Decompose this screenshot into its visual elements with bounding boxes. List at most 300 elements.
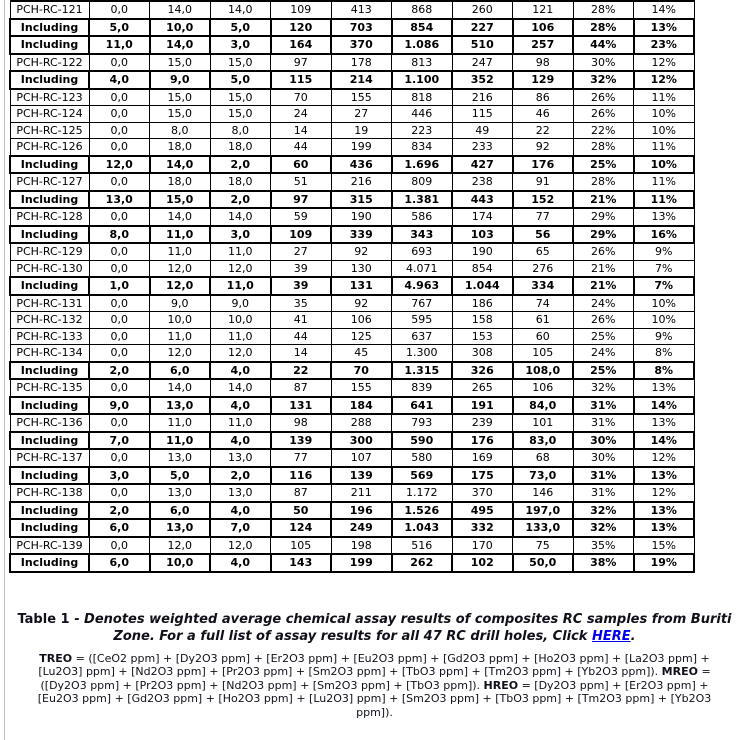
table-cell: 339 (331, 226, 392, 244)
table-cell: Including (10, 519, 89, 537)
table-cell: Including (10, 156, 89, 174)
table-cell: 11,0 (210, 243, 271, 260)
table-cell: 2,0 (210, 191, 271, 209)
table-cell: Including (10, 277, 89, 295)
table-cell: 9,0 (150, 71, 211, 89)
table-cell: PCH-RC-123 (10, 89, 89, 106)
table-cell: Including (10, 71, 89, 89)
table-cell: 13% (634, 379, 695, 397)
table-cell: 155 (331, 379, 392, 397)
table-cell: 2,0 (210, 467, 271, 485)
table-cell: 39 (271, 277, 332, 295)
table-cell: 11% (634, 89, 695, 106)
table-cell: 129 (513, 71, 574, 89)
table-cell: 14% (634, 1, 695, 19)
table-cell: 61 (513, 312, 574, 329)
text-segment: = [Dy2O3 ppm] + [Er2O3 ppm] + [Eu2O3 ppm] + [Gd2O3 ppm] + [Ho2O3 ppm] + [Lu2O3] ppm] + [Sm2O3 ppm] + [TbO3 ppm] + [Tm2O3 ppm] + [Yb2O3 ppm]). (37, 678, 712, 719)
table-cell: 13% (634, 208, 695, 226)
table-cell: 0,0 (89, 379, 150, 397)
table-row (10, 554, 694, 572)
table-cell: 190 (452, 243, 513, 260)
table-cell: 0,0 (89, 537, 150, 555)
table-cell: 569 (392, 467, 453, 485)
table-cell: 143 (271, 554, 332, 572)
table-cell: 77 (513, 208, 574, 226)
table-cell: 105 (271, 537, 332, 555)
table-cell: 30% (573, 432, 634, 450)
table-cell: 793 (392, 414, 453, 432)
table-cell: 495 (452, 502, 513, 520)
table-cell: 3,0 (210, 36, 271, 54)
table-cell: 7,0 (89, 432, 150, 450)
table-cell: 22 (271, 362, 332, 380)
table-cell: 13,0 (150, 484, 211, 502)
table-row (10, 191, 694, 209)
table-cell: 1.696 (392, 156, 453, 174)
table-cell: 26% (573, 243, 634, 260)
table-cell: 98 (271, 414, 332, 432)
table-cell: 510 (452, 36, 513, 54)
table-cell: 6,0 (89, 519, 150, 537)
table-row (10, 54, 694, 72)
table-cell: 11,0 (210, 328, 271, 345)
table-cell: 0,0 (89, 89, 150, 106)
table-cell: 227 (452, 19, 513, 37)
table-cell: 101 (513, 414, 574, 432)
table-row (10, 432, 694, 450)
table-cell: 12,0 (150, 345, 211, 362)
table-cell: 15,0 (150, 106, 211, 123)
table-cell: PCH-RC-126 (10, 139, 89, 156)
table-cell: 44 (271, 139, 332, 156)
table-cell: 238 (452, 173, 513, 191)
table-row (10, 519, 694, 537)
table-cell: 4,0 (210, 554, 271, 572)
table-cell: 370 (331, 36, 392, 54)
table-cell: 60 (271, 156, 332, 174)
table-cell: 106 (513, 19, 574, 37)
footnote-formula (24, 652, 726, 720)
table-cell: 131 (271, 397, 332, 415)
table-cell: Including (10, 19, 89, 37)
table-row (10, 1, 694, 19)
table-cell: PCH-RC-124 (10, 106, 89, 123)
table-cell: 30% (573, 54, 634, 72)
table-cell: 32% (573, 519, 634, 537)
table-cell: 334 (513, 277, 574, 295)
table-cell: 197,0 (513, 502, 574, 520)
table-cell: 3,0 (89, 467, 150, 485)
table-cell: PCH-RC-138 (10, 484, 89, 502)
table-cell: 14,0 (210, 208, 271, 226)
table-cell: 839 (392, 379, 453, 397)
table-cell: PCH-RC-136 (10, 414, 89, 432)
text-segment: Denotes weighted average chemical assay results of composites RC samples from Buriti Zone. For a full list of assay results for all 47 RC drill holes, Click (84, 611, 732, 644)
table-cell: 0,0 (89, 345, 150, 362)
table-cell: 4,0 (210, 502, 271, 520)
table-row (10, 122, 694, 139)
table-cell: 641 (392, 397, 453, 415)
table-cell: 15,0 (150, 191, 211, 209)
table-cell: 9% (634, 328, 695, 345)
table-cell: 131 (331, 277, 392, 295)
assay-table-body (10, 1, 694, 572)
table-cell: Including (10, 191, 89, 209)
table-cell: 103 (452, 226, 513, 244)
table-cell: 586 (392, 208, 453, 226)
table-cell: 174 (452, 208, 513, 226)
table-cell: 14% (634, 397, 695, 415)
table-cell: 10,0 (150, 312, 211, 329)
table-cell: 7% (634, 260, 695, 277)
table-cell: 216 (452, 89, 513, 106)
table-cell: PCH-RC-122 (10, 54, 89, 72)
table-cell: 6,0 (150, 502, 211, 520)
table-cell: 9,0 (210, 295, 271, 312)
table-cell: 516 (392, 537, 453, 555)
table-cell: 5,0 (89, 19, 150, 37)
table-cell: 3,0 (210, 226, 271, 244)
table-cell: 14% (634, 432, 695, 450)
table-cell: 77 (271, 449, 332, 467)
table-cell: PCH-RC-139 (10, 537, 89, 555)
table-cell: 198 (331, 537, 392, 555)
table-cell: 1.315 (392, 362, 453, 380)
table-cell: 13% (634, 19, 695, 37)
table-cell: 139 (271, 432, 332, 450)
table-cell: 44% (573, 36, 634, 54)
table-cell: Including (10, 432, 89, 450)
table-cell: 50,0 (513, 554, 574, 572)
table-cell: 124 (271, 519, 332, 537)
table-row (10, 226, 694, 244)
table-cell: PCH-RC-133 (10, 328, 89, 345)
table-cell: 11,0 (150, 414, 211, 432)
table-cell: 10,0 (210, 312, 271, 329)
table-cell: 9,0 (150, 295, 211, 312)
table-row (10, 36, 694, 54)
table-cell: 41 (271, 312, 332, 329)
table-row (10, 89, 694, 106)
table-cell: 300 (331, 432, 392, 450)
table-cell: 199 (331, 554, 392, 572)
table-row (10, 449, 694, 467)
table-cell: 8,0 (210, 122, 271, 139)
table-cell: 102 (452, 554, 513, 572)
table-cell: 0,0 (89, 1, 150, 19)
table-cell: 121 (513, 1, 574, 19)
table-cell: 153 (452, 328, 513, 345)
table-cell: 133,0 (513, 519, 574, 537)
table-cell: 10% (634, 122, 695, 139)
table-cell: 4,0 (210, 362, 271, 380)
table-row (10, 379, 694, 397)
table-cell: 10% (634, 156, 695, 174)
table-cell: PCH-RC-134 (10, 345, 89, 362)
table-cell: 22 (513, 122, 574, 139)
table-cell: 5,0 (150, 467, 211, 485)
table-cell: 18,0 (150, 173, 211, 191)
here-link[interactable]: HERE (591, 628, 631, 644)
table-cell: 170 (452, 537, 513, 555)
assay-results-table (9, 0, 695, 573)
table-cell: PCH-RC-131 (10, 295, 89, 312)
table-cell: 32% (573, 71, 634, 89)
table-cell: 5,0 (210, 19, 271, 37)
table-cell: 767 (392, 295, 453, 312)
table-cell: 436 (331, 156, 392, 174)
table-cell: 11% (634, 191, 695, 209)
table-cell: 1.086 (392, 36, 453, 54)
table-cell: 4,0 (210, 397, 271, 415)
table-row (10, 467, 694, 485)
table-cell: 834 (392, 139, 453, 156)
table-row (10, 362, 694, 380)
table-cell: 11,0 (210, 277, 271, 295)
table-cell: 446 (392, 106, 453, 123)
table-cell: Including (10, 36, 89, 54)
table-cell: 2,0 (89, 502, 150, 520)
table-cell: 0,0 (89, 328, 150, 345)
text-segment: MREO (661, 665, 698, 678)
table-cell: 14,0 (150, 379, 211, 397)
table-cell: 332 (452, 519, 513, 537)
table-cell: 116 (271, 467, 332, 485)
table-cell: 637 (392, 328, 453, 345)
table-cell: 44 (271, 328, 332, 345)
table-cell: 5,0 (210, 71, 271, 89)
table-cell: 51 (271, 173, 332, 191)
table-cell: 21% (573, 277, 634, 295)
table-cell: 13,0 (210, 484, 271, 502)
table-cell: 184 (331, 397, 392, 415)
table-cell: 26% (573, 106, 634, 123)
table-cell: 108,0 (513, 362, 574, 380)
table-cell: 106 (513, 379, 574, 397)
table-cell: 14,0 (150, 156, 211, 174)
table-cell: 199 (331, 139, 392, 156)
table-cell: 13% (634, 519, 695, 537)
table-cell: 10% (634, 106, 695, 123)
table-cell: 0,0 (89, 312, 150, 329)
table-cell: 46 (513, 106, 574, 123)
table-cell: 10% (634, 295, 695, 312)
table-cell: 10,0 (150, 554, 211, 572)
table-cell: 813 (392, 54, 453, 72)
table-cell: 326 (452, 362, 513, 380)
table-cell: 315 (331, 191, 392, 209)
table-cell: 11,0 (150, 243, 211, 260)
table-cell: 1.100 (392, 71, 453, 89)
table-cell: 1.043 (392, 519, 453, 537)
table-cell: 590 (392, 432, 453, 450)
table-cell: 18,0 (210, 173, 271, 191)
table-cell: 818 (392, 89, 453, 106)
table-cell: 10% (634, 312, 695, 329)
table-cell: 84,0 (513, 397, 574, 415)
text-segment: HREO (483, 678, 519, 692)
table-cell: 11% (634, 139, 695, 156)
table-cell: 0,0 (89, 106, 150, 123)
table-cell: 18,0 (150, 139, 211, 156)
text-segment: = ([CeO2 ppm] + [Dy2O3 ppm] + [Er2O3 ppm] + [Eu2O3 ppm] + [Gd2O3 ppm] + [Ho2O3 ppm] + [La2O3 ppm] + [Lu2O3] ppm] + [Nd2O3 ppm] + [Pr2O3 ppm] + [Sm2O3 ppm] + [TbO3 ppm] + [Tm2O3 ppm] + [Yb2O3 ppm]). (38, 651, 710, 678)
table-cell: 105 (513, 345, 574, 362)
table-cell: 0,0 (89, 208, 150, 226)
table-cell: 56 (513, 226, 574, 244)
table-row (10, 537, 694, 555)
table-cell: 13% (634, 414, 695, 432)
table-cell: 8,0 (150, 122, 211, 139)
table-row (10, 208, 694, 226)
table-row (10, 243, 694, 260)
table-cell: 0,0 (89, 243, 150, 260)
table-cell: 25% (573, 362, 634, 380)
table-cell: 109 (271, 1, 332, 19)
table-cell: 868 (392, 1, 453, 19)
table-cell: 13,0 (150, 397, 211, 415)
table-cell: 443 (452, 191, 513, 209)
table-cell: 15,0 (150, 54, 211, 72)
table-cell: 0,0 (89, 414, 150, 432)
table-cell: 12% (634, 484, 695, 502)
table-cell: 11,0 (210, 414, 271, 432)
table-cell: 10,0 (150, 19, 211, 37)
table-cell: 247 (452, 54, 513, 72)
table-cell: 73,0 (513, 467, 574, 485)
table-cell: 120 (271, 19, 332, 37)
table-cell: 4.963 (392, 277, 453, 295)
table-cell: Including (10, 502, 89, 520)
table-row (10, 295, 694, 312)
table-cell: Including (10, 467, 89, 485)
table-cell: PCH-RC-125 (10, 122, 89, 139)
table-cell: 0,0 (89, 260, 150, 277)
table-cell: 12,0 (150, 260, 211, 277)
table-cell: 214 (331, 71, 392, 89)
table-cell: 75 (513, 537, 574, 555)
table-cell: 1.300 (392, 345, 453, 362)
table-cell: PCH-RC-137 (10, 449, 89, 467)
table-cell: 28% (573, 173, 634, 191)
table-cell: 92 (331, 243, 392, 260)
table-cell: 11,0 (150, 226, 211, 244)
table-cell: 233 (452, 139, 513, 156)
table-cell: 35% (573, 537, 634, 555)
table-cell: 0,0 (89, 295, 150, 312)
table-cell: 580 (392, 449, 453, 467)
table-cell: Including (10, 362, 89, 380)
table-cell: 15,0 (210, 89, 271, 106)
table-cell: 24% (573, 345, 634, 362)
table-cell: 97 (271, 54, 332, 72)
table-cell: 2,0 (210, 156, 271, 174)
table-cell: 21% (573, 191, 634, 209)
table-cell: 19 (331, 122, 392, 139)
table-cell: 1.381 (392, 191, 453, 209)
table-cell: 12% (634, 54, 695, 72)
table-cell: 276 (513, 260, 574, 277)
table-cell: PCH-RC-121 (10, 1, 89, 19)
table-cell: 14,0 (210, 379, 271, 397)
table-cell: 30% (573, 449, 634, 467)
table-cell: 15,0 (150, 89, 211, 106)
table-cell: PCH-RC-132 (10, 312, 89, 329)
table-cell: 14,0 (150, 1, 211, 19)
table-cell: 19% (634, 554, 695, 572)
table-row (10, 277, 694, 295)
table-cell: PCH-RC-130 (10, 260, 89, 277)
table-cell: 1.172 (392, 484, 453, 502)
table-row (10, 260, 694, 277)
table-cell: 152 (513, 191, 574, 209)
table-cell: 595 (392, 312, 453, 329)
text-segment: = ([Dy2O3 ppm] + [Pr2O3 ppm] + [Nd2O3 ppm] + [Sm2O3 ppm] + [TbO3 ppm]). (40, 665, 711, 692)
table-cell: 343 (392, 226, 453, 244)
table-cell: 91 (513, 173, 574, 191)
table-cell: Including (10, 397, 89, 415)
table-cell: 92 (513, 139, 574, 156)
table-cell: 352 (452, 71, 513, 89)
table-cell: 15,0 (210, 54, 271, 72)
table-cell: 32% (573, 379, 634, 397)
table-row (10, 414, 694, 432)
table-cell: 12,0 (150, 537, 211, 555)
table-cell: 308 (452, 345, 513, 362)
table-cell: 190 (331, 208, 392, 226)
table-row (10, 139, 694, 156)
table-cell: 175 (452, 467, 513, 485)
table-cell: 15,0 (210, 106, 271, 123)
table-cell: 24% (573, 295, 634, 312)
table-cell: 186 (452, 295, 513, 312)
table-cell: 4,0 (89, 71, 150, 89)
table-cell: 6,0 (150, 362, 211, 380)
table-cell: 115 (452, 106, 513, 123)
table-cell: 38% (573, 554, 634, 572)
table-cell: 27 (331, 106, 392, 123)
table-cell: 65 (513, 243, 574, 260)
table-cell: 31% (573, 484, 634, 502)
table-cell: 13% (634, 467, 695, 485)
table-row (10, 328, 694, 345)
table-cell: 14 (271, 345, 332, 362)
table-cell: 26% (573, 89, 634, 106)
table-cell: 14 (271, 122, 332, 139)
table-cell: 31% (573, 467, 634, 485)
table-cell: 413 (331, 1, 392, 19)
table-cell: 35 (271, 295, 332, 312)
table-row (10, 173, 694, 191)
table-cell: 8% (634, 362, 695, 380)
table-cell: Including (10, 554, 89, 572)
table-cell: 28% (573, 19, 634, 37)
table-cell: 13% (634, 502, 695, 520)
table-cell: 59 (271, 208, 332, 226)
table-row (10, 312, 694, 329)
table-cell: 98 (513, 54, 574, 72)
table-cell: 74 (513, 295, 574, 312)
table-cell: PCH-RC-127 (10, 173, 89, 191)
table-cell: 0,0 (89, 139, 150, 156)
table-cell: 29% (573, 226, 634, 244)
table-cell: 7,0 (210, 519, 271, 537)
table-cell: 1,0 (89, 277, 150, 295)
table-cell: 18,0 (210, 139, 271, 156)
table-cell: 115 (271, 71, 332, 89)
table-cell: 260 (452, 1, 513, 19)
table-cell: 87 (271, 379, 332, 397)
table-cell: 15% (634, 537, 695, 555)
